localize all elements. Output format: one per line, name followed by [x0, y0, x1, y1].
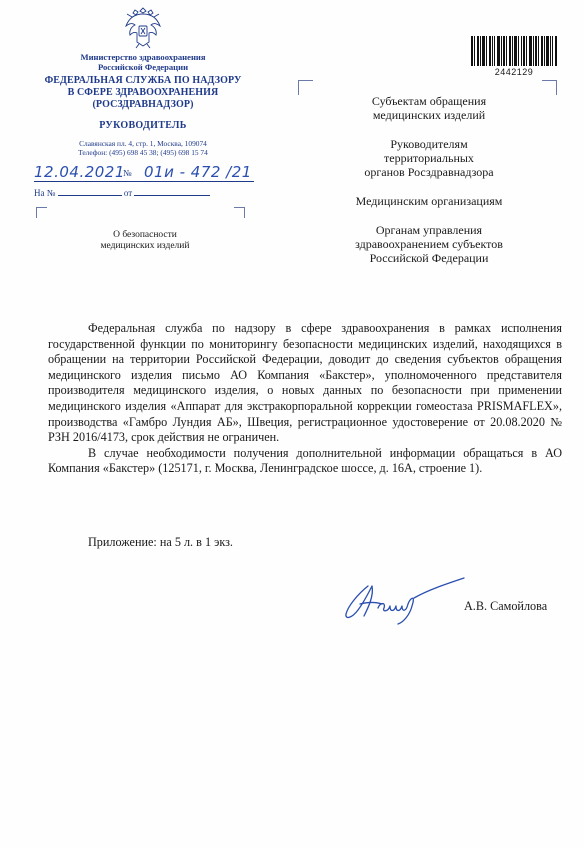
registration-date: 12.04.2021 [34, 163, 125, 181]
addressee-item: Медицинским организациям [355, 194, 503, 208]
double-headed-eagle-emblem-icon [123, 4, 163, 50]
letter-subject: О безопасности медицинских изделий [100, 230, 190, 251]
subject-corner-right [234, 207, 245, 218]
barcode-number: 2442129 [494, 67, 534, 77]
signer-name: А.В. Самойлова [464, 599, 548, 613]
registration-number-label: № [123, 168, 132, 178]
letter-body [48, 321, 562, 477]
addressee-item: Субъектам обращения медицинских изделий [371, 94, 487, 122]
service-name: ФЕДЕРАЛЬНАЯ СЛУЖБА ПО НАДЗОРУ В СФЕРЕ ЗДРАВООХРАНЕНИЯ (РОСЗДРАВНАДЗОР) [44, 75, 242, 110]
service-address: Славянская пл. 4, стр. 1, Москва, 109074 Телефон: (495) 698 45 38; (495) 698 15 74 [78, 139, 208, 157]
addressee-item: Руководителям территориальных органов Росздравнадзора [364, 137, 494, 179]
reference-number-blank [58, 186, 122, 196]
reference-from-label: от [123, 188, 133, 198]
registration-underline [34, 181, 254, 182]
ministry-name: Министерство здравоохранения Российской Федерации [80, 52, 206, 72]
subject-corner-left [36, 207, 47, 218]
address-corner-right [542, 80, 557, 95]
head-title: РУКОВОДИТЕЛЬ [99, 120, 187, 131]
attachment-note: Приложение: на 5 л. в 1 экз. [88, 535, 233, 549]
addressee-block [318, 94, 540, 280]
body-paragraph: В случае необходимости получения дополнительной информации обращаться в АО Компания «Бакстер» (125171, г. Москва, Ленинградское шоссе, д. 16А, строение 1). [48, 445, 562, 476]
reference-date-blank [134, 186, 210, 196]
handwritten-signature-icon [338, 572, 472, 626]
registration-number: 01и - 472 /21 [144, 163, 252, 181]
reference-label: На № [34, 188, 56, 198]
letterhead [30, 52, 256, 157]
body-paragraph: Федеральная служба по надзору в сфере здравоохранения в рамках исполнения государственной функции по мониторингу безопасности медицинских изделий, находящихся в обращении на территории Российской Федерации, доводит до сведения субъектов обращения медицинского изделия письмо АО Компания «Бакстер», уполномоченного представителя производителя медицинского изделия, о новых данных по безопасности при применении медицинского изделия «Аппарат для экстракорпоральной коррекции гомеостаза PRISMAFLEX», производства «Гамбро Лундия АБ», Швеция, регистрационное удостоверение от 20.08.2020 № РЗН 2016/4173, срок действия не ограничен. [48, 321, 562, 445]
addressee-item: Органам управления здравоохранением субъектов Российской Федерации [355, 223, 503, 265]
barcode-icon [471, 36, 557, 66]
address-corner-left [298, 80, 313, 95]
reference-row [34, 186, 210, 198]
